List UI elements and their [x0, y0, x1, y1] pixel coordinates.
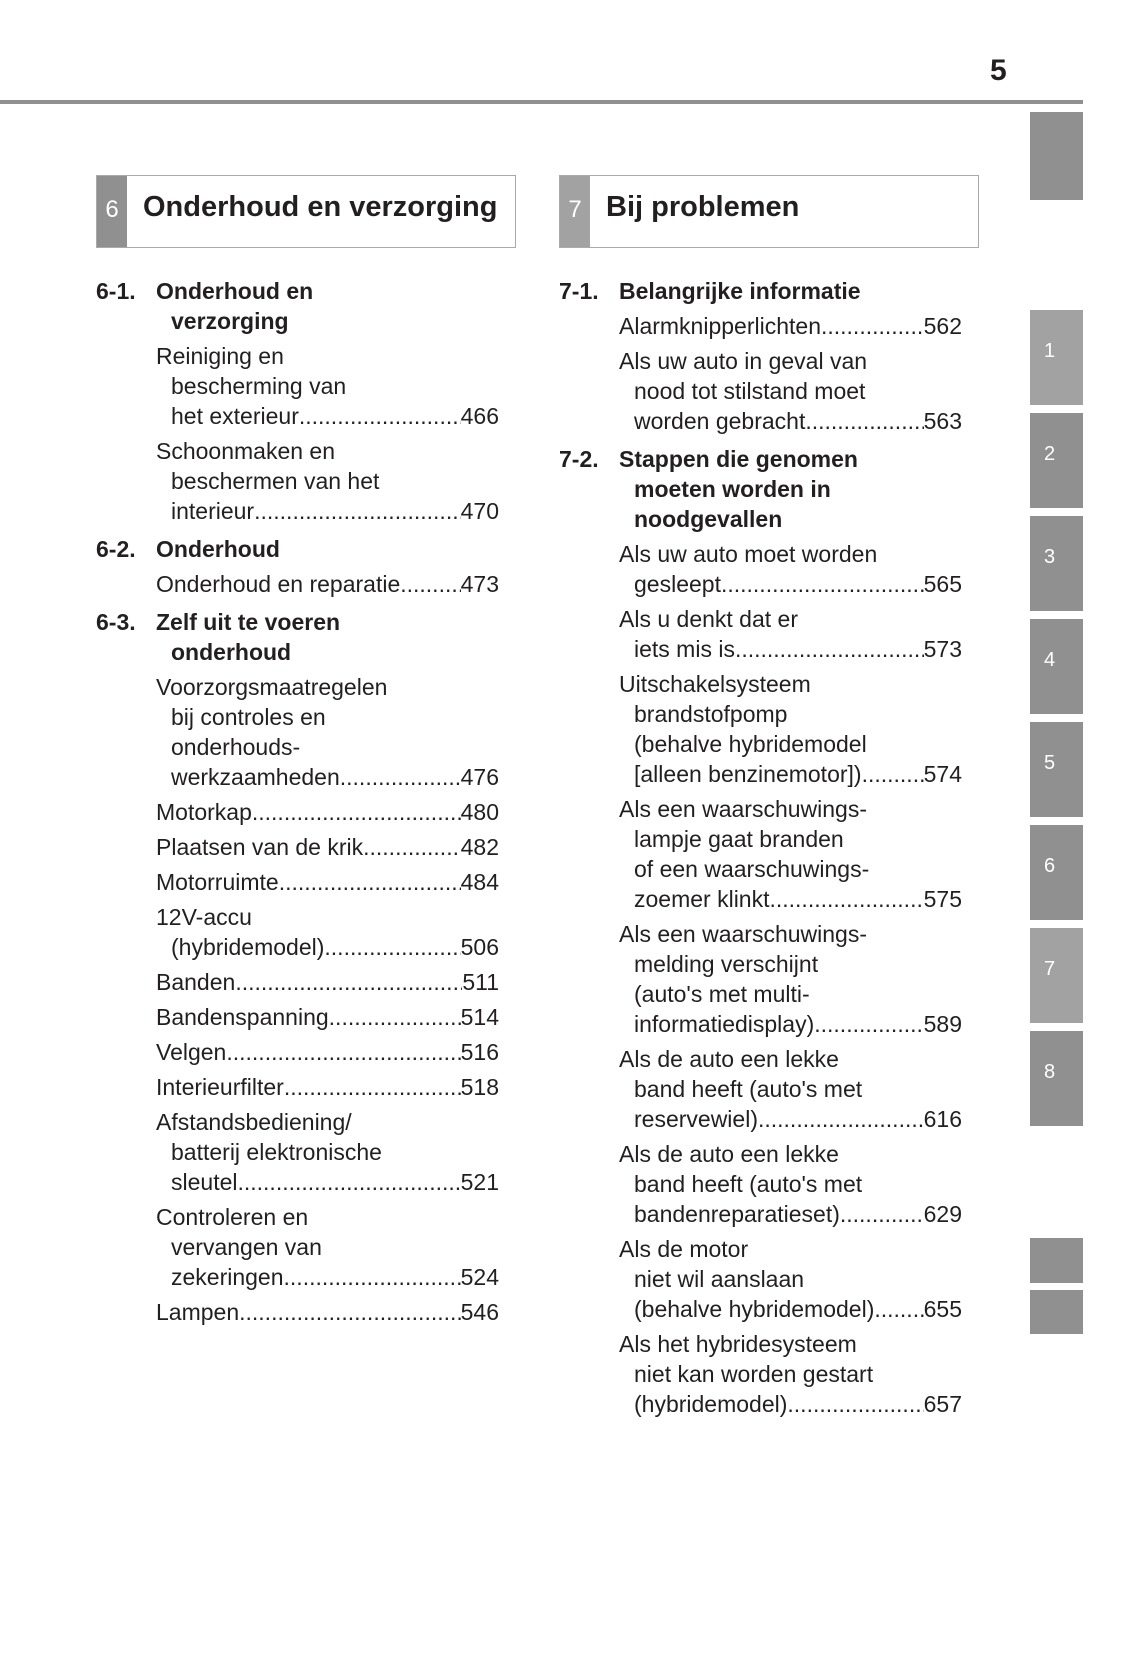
entry-text-line: onderhouds-	[171, 734, 301, 760]
entry-text-line: vervangen van	[171, 1234, 322, 1260]
toc-entry[interactable]	[156, 436, 499, 526]
entry-last-line	[156, 496, 499, 526]
page-reference[interactable]: 516	[460, 1039, 499, 1065]
entry-text-line: batterij elektronische	[171, 1139, 382, 1165]
entry-text-line: iets mis is	[634, 636, 735, 662]
dot-leader	[821, 311, 924, 341]
entry-text-line: lampje gaat branden	[634, 826, 844, 852]
page-reference[interactable]: 657	[923, 1391, 962, 1417]
dot-leader	[284, 1072, 461, 1102]
entry-text-line: nood tot stilstand moet	[634, 378, 866, 404]
toc-entry[interactable]	[156, 967, 499, 997]
toc-entry[interactable]	[619, 311, 962, 341]
entry-text-line: Banden	[156, 969, 236, 995]
toc-entry[interactable]	[156, 1037, 499, 1067]
entry-text-line: Als uw auto in geval van	[619, 348, 868, 374]
page-reference[interactable]: 518	[460, 1074, 499, 1100]
entry-text-line: Uitschakelsysteem	[619, 671, 811, 697]
entry-last-line	[619, 759, 962, 789]
entry-last-line	[156, 569, 499, 599]
toc-entry[interactable]	[619, 669, 962, 789]
section-title-line: Onderhoud en	[156, 278, 314, 304]
entry-text-line: Plaatsen van de krik	[156, 834, 364, 860]
entry-text-line: Reiniging en	[156, 343, 284, 369]
toc-entry[interactable]	[619, 346, 962, 436]
side-tab-8[interactable]	[1030, 1031, 1083, 1126]
entry-last-line	[619, 884, 962, 914]
entry-text-line: Motorruimte	[156, 869, 279, 895]
section-title	[156, 534, 280, 564]
page-reference[interactable]: 563	[923, 408, 962, 434]
page-reference[interactable]: 482	[460, 834, 499, 860]
dot-leader	[787, 1389, 923, 1419]
entry-text-line: Motorkap	[156, 799, 252, 825]
side-tab-current[interactable]	[1030, 112, 1083, 200]
side-tab-label: 1	[1044, 340, 1056, 362]
toc-entry[interactable]	[619, 794, 962, 914]
page-reference[interactable]: 521	[460, 1169, 499, 1195]
side-tab-label: 4	[1044, 649, 1056, 671]
entry-last-line	[619, 1199, 962, 1229]
chapter-header	[96, 175, 516, 248]
dot-leader	[299, 401, 461, 431]
entry-text-line: of een waarschuwings-	[634, 856, 870, 882]
side-tab-label: 3	[1044, 546, 1056, 568]
dot-leader	[237, 1167, 460, 1197]
side-tab-label: 5	[1044, 752, 1056, 774]
toc-entry[interactable]	[156, 1297, 499, 1327]
entry-text-line: brandstofpomp	[634, 701, 788, 727]
entry-last-line	[156, 1002, 499, 1032]
dot-leader	[758, 1104, 924, 1134]
section-title	[619, 444, 858, 534]
entry-text-line: Als u denkt dat er	[619, 606, 798, 632]
dot-leader	[340, 762, 461, 792]
chapter-title: Bij problemen	[606, 191, 800, 223]
page-reference[interactable]: 589	[923, 1011, 962, 1037]
entry-last-line	[156, 1262, 499, 1292]
dot-leader	[252, 797, 461, 827]
entry-text-line: Lampen	[156, 1299, 240, 1325]
section-title-line: verzorging	[171, 308, 289, 334]
toc-entry[interactable]	[156, 1107, 499, 1197]
toc-section	[96, 607, 516, 1327]
section-heading[interactable]	[96, 276, 516, 336]
entry-last-line	[619, 1104, 962, 1134]
section-title-line: moeten worden in	[634, 476, 831, 502]
toc-entry[interactable]	[619, 919, 962, 1039]
entry-text-line: [alleen benzinemotor])	[634, 761, 862, 787]
toc-entry[interactable]	[619, 1329, 962, 1419]
entry-text-line: Afstandsbediening/	[156, 1109, 352, 1135]
toc-entry[interactable]	[619, 539, 962, 599]
toc-section	[559, 444, 979, 1419]
entry-text-line: zekeringen	[171, 1264, 284, 1290]
section-number: 6-3.	[96, 609, 136, 635]
side-tab-2[interactable]	[1030, 413, 1083, 508]
toc-entry[interactable]	[156, 832, 499, 862]
entry-text-line: Als een waarschuwings-	[619, 921, 868, 947]
entry-text-line: (behalve hybridemodel)	[634, 1296, 875, 1322]
entry-text-line: Controleren en	[156, 1204, 309, 1230]
chapter-header	[559, 175, 979, 248]
entry-text-line: het exterieur	[171, 403, 299, 429]
entry-text-line: Alarmknipperlichten	[619, 313, 821, 339]
entry-text-line: Als een waarschuwings-	[619, 796, 868, 822]
toc-entry[interactable]	[156, 1072, 499, 1102]
page-reference[interactable]: 484	[460, 869, 499, 895]
entry-text-line: Voorzorgsmaatregelen	[156, 674, 388, 700]
section-title-line: onderhoud	[171, 639, 292, 665]
entry-last-line	[156, 1167, 499, 1197]
dot-leader	[226, 1037, 460, 1067]
toc-column-chapter-6	[96, 175, 516, 1327]
entry-last-line	[619, 634, 962, 664]
entry-text-line: niet wil aanslaan	[634, 1266, 805, 1292]
entry-last-line	[156, 867, 499, 897]
toc-column-chapter-7	[559, 175, 979, 1419]
page-reference[interactable]: 473	[460, 571, 499, 597]
header-rule	[0, 100, 1083, 104]
page-reference[interactable]: 565	[923, 571, 962, 597]
section-title-line: noodgevallen	[634, 506, 783, 532]
toc-section	[559, 276, 979, 436]
dot-leader	[279, 867, 461, 897]
side-tab-1[interactable]	[1030, 310, 1083, 405]
toc-entry[interactable]	[156, 672, 499, 792]
dot-leader	[805, 406, 923, 436]
section-title-line: Belangrijke informatie	[619, 278, 861, 304]
page-reference[interactable]: 575	[923, 886, 962, 912]
side-tab-label: 7	[1044, 958, 1056, 980]
toc-entry[interactable]	[156, 1002, 499, 1032]
dot-leader	[254, 496, 461, 526]
section-number: 7-2.	[559, 446, 599, 472]
entry-text-line: Als de motor	[619, 1236, 749, 1262]
entry-text-line: melding verschijnt	[634, 951, 819, 977]
dot-leader	[840, 1199, 924, 1229]
entry-text-line: Velgen	[156, 1039, 227, 1065]
entry-text-line: gesleept	[634, 571, 721, 597]
entry-text-line: Als de auto een lekke	[619, 1141, 839, 1167]
section-title-line: Stappen die genomen	[619, 446, 858, 472]
page-reference[interactable]: 506	[460, 934, 499, 960]
entry-last-line	[156, 401, 499, 431]
entry-text-line: band heeft (auto's met	[634, 1171, 863, 1197]
chapter-number: 6	[97, 176, 127, 247]
page-reference[interactable]: 655	[923, 1296, 962, 1322]
dot-leader	[324, 932, 460, 962]
dot-leader	[363, 832, 461, 862]
page-reference[interactable]: 524	[460, 1264, 499, 1290]
section-title	[156, 607, 340, 667]
side-tab-label: 6	[1044, 855, 1056, 877]
entry-text-line: Onderhoud en reparatie	[156, 571, 401, 597]
side-tab-6[interactable]	[1030, 825, 1083, 920]
entry-last-line	[156, 967, 499, 997]
entry-last-line	[156, 1297, 499, 1327]
entry-last-line	[619, 311, 962, 341]
chapter-title: Onderhoud en verzorging	[143, 191, 498, 223]
dot-leader	[329, 1002, 461, 1032]
toc-section	[96, 276, 516, 526]
entry-text-line: bandenreparatieset)	[634, 1201, 840, 1227]
entry-text-line: 12V-accu	[156, 904, 252, 930]
side-tab-4[interactable]	[1030, 619, 1083, 714]
section-heading[interactable]	[559, 276, 979, 306]
entry-text-line: bij controles en	[171, 704, 326, 730]
page-reference[interactable]: 480	[460, 799, 499, 825]
entry-text-line: (behalve hybridemodel	[634, 731, 867, 757]
page-reference[interactable]: 514	[460, 1004, 499, 1030]
entry-text-line: zoemer klinkt	[634, 886, 770, 912]
entry-text-line: bescherming van	[171, 373, 347, 399]
entry-text-line: Als de auto een lekke	[619, 1046, 839, 1072]
section-title	[619, 276, 861, 306]
page-number: 5	[990, 54, 1007, 87]
side-tab-index-b[interactable]	[1030, 1290, 1083, 1334]
page-reference[interactable]: 629	[923, 1201, 962, 1227]
entry-text-line: (auto's met multi-	[634, 981, 810, 1007]
dot-leader	[235, 967, 462, 997]
toc-entry[interactable]	[619, 1044, 962, 1134]
dot-leader	[721, 569, 924, 599]
dot-leader	[814, 1009, 923, 1039]
side-tab-label: 2	[1044, 443, 1056, 465]
entry-last-line	[619, 569, 962, 599]
section-number: 6-2.	[96, 536, 136, 562]
dot-leader	[769, 884, 923, 914]
toc-entry[interactable]	[619, 1234, 962, 1324]
entry-last-line	[619, 1389, 962, 1419]
dot-leader	[735, 634, 924, 664]
page-reference[interactable]: 466	[460, 403, 499, 429]
page-reference[interactable]: 546	[460, 1299, 499, 1325]
entry-text-line: (hybridemodel)	[171, 934, 325, 960]
side-tab-5[interactable]	[1030, 722, 1083, 817]
entry-last-line	[619, 1009, 962, 1039]
section-heading[interactable]	[96, 607, 516, 667]
toc-entry[interactable]	[156, 867, 499, 897]
entry-text-line: Als het hybridesysteem	[619, 1331, 857, 1357]
toc-list	[96, 276, 516, 1327]
entry-text-line: werkzaamheden	[171, 764, 340, 790]
side-tab-index-a[interactable]	[1030, 1238, 1083, 1283]
entry-last-line	[156, 932, 499, 962]
section-title	[156, 276, 313, 336]
dot-leader	[284, 1262, 461, 1292]
entry-last-line	[156, 797, 499, 827]
page-reference[interactable]: 470	[460, 498, 499, 524]
section-heading[interactable]	[96, 534, 516, 564]
section-number: 6-1.	[96, 278, 136, 304]
side-tab-3[interactable]	[1030, 516, 1083, 611]
entry-text-line: Schoonmaken en	[156, 438, 336, 464]
entry-last-line	[156, 832, 499, 862]
entry-last-line	[619, 1294, 962, 1324]
entry-text-line: interieur	[171, 498, 255, 524]
toc-entry[interactable]	[619, 1139, 962, 1229]
entry-text-line: sleutel	[171, 1169, 238, 1195]
side-tab-7[interactable]	[1030, 928, 1083, 1023]
toc-entry[interactable]	[156, 341, 499, 431]
section-title-line: Onderhoud	[156, 536, 280, 562]
toc-entry[interactable]	[156, 902, 499, 962]
entry-last-line	[156, 1037, 499, 1067]
entry-text-line: beschermen van het	[171, 468, 380, 494]
entry-text-line: niet kan worden gestart	[634, 1361, 874, 1387]
toc-list	[559, 276, 979, 1419]
section-title-line: Zelf uit te voeren	[156, 609, 341, 635]
entry-last-line	[156, 762, 499, 792]
page-reference[interactable]: 574	[923, 761, 962, 787]
page-reference[interactable]: 562	[923, 313, 962, 339]
chapter-number: 7	[560, 176, 590, 247]
entry-text-line: Bandenspanning	[156, 1004, 329, 1030]
toc-entry[interactable]	[619, 604, 962, 664]
entry-text-line: reservewiel)	[634, 1106, 758, 1132]
entry-text-line: Interieurfilter	[156, 1074, 284, 1100]
section-heading[interactable]	[559, 444, 979, 534]
section-number: 7-1.	[559, 278, 599, 304]
entry-text-line: worden gebracht	[634, 408, 806, 434]
dot-leader	[874, 1294, 923, 1324]
entry-text-line: informatiedisplay)	[634, 1011, 815, 1037]
toc-entry[interactable]	[156, 569, 499, 599]
entry-last-line	[156, 1072, 499, 1102]
toc-entry[interactable]	[156, 1202, 499, 1292]
side-tab-label: 8	[1044, 1061, 1056, 1083]
entry-last-line	[619, 406, 962, 436]
toc-section	[96, 534, 516, 599]
dot-leader	[400, 569, 460, 599]
dot-leader	[239, 1297, 461, 1327]
entry-text-line: Als uw auto moet worden	[619, 541, 878, 567]
entry-text-line: (hybridemodel)	[634, 1391, 788, 1417]
page-reference[interactable]: 573	[923, 636, 962, 662]
page-reference[interactable]: 476	[460, 764, 499, 790]
page-reference[interactable]: 511	[462, 969, 499, 995]
toc-entry[interactable]	[156, 797, 499, 827]
entry-text-line: band heeft (auto's met	[634, 1076, 863, 1102]
dot-leader	[862, 759, 924, 789]
page-reference[interactable]: 616	[923, 1106, 962, 1132]
